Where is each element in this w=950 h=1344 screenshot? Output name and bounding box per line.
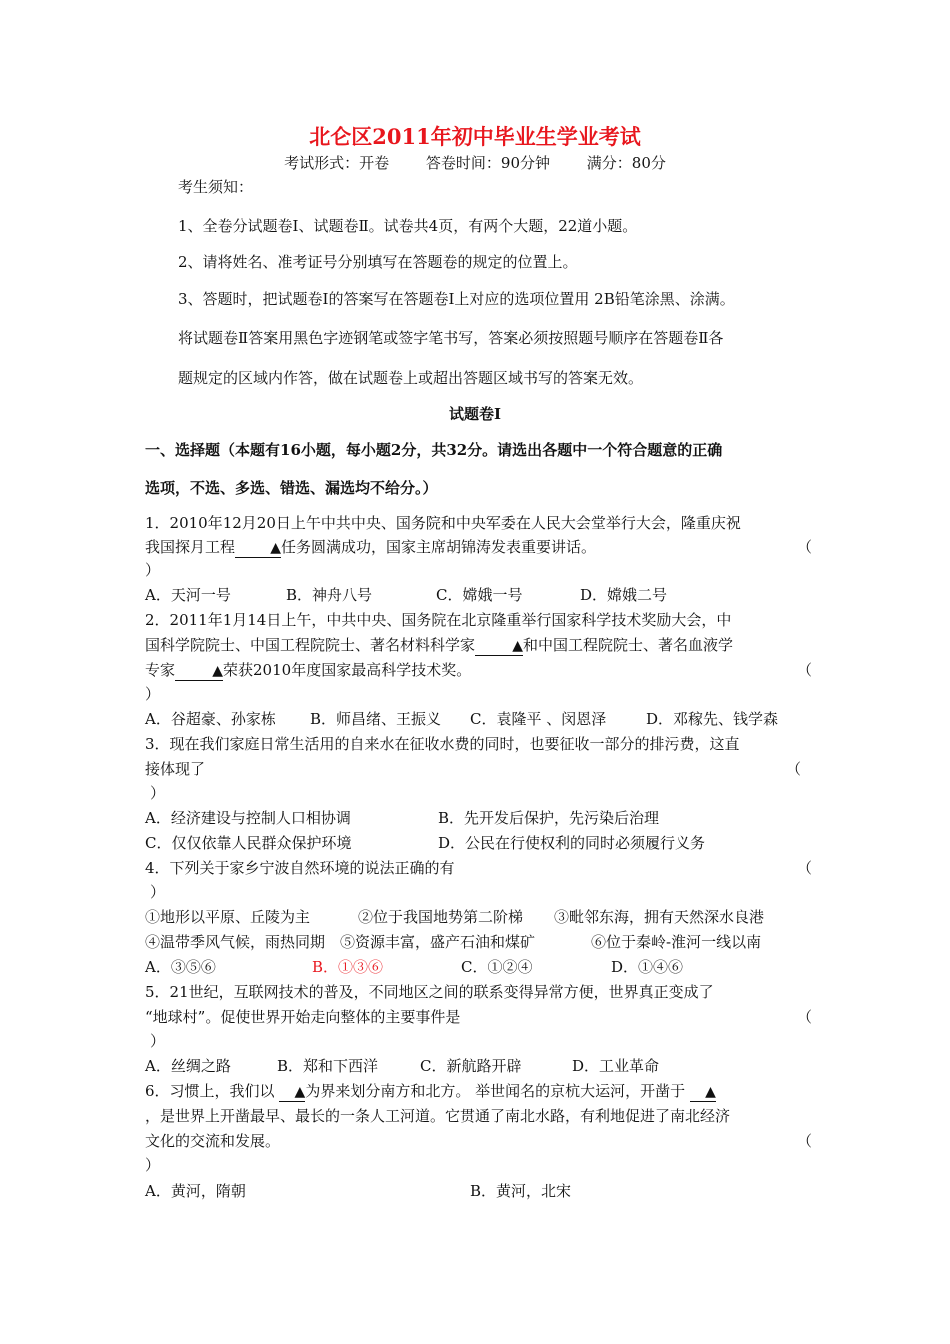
blank-triangle-icon: ▲ bbox=[294, 1084, 306, 1100]
q4-option-b: B．①③⑥ bbox=[312, 958, 384, 976]
q4-statement-3: ③毗邻东海，拥有天然深水良港 bbox=[554, 908, 765, 926]
q1-option-b: B．神舟八号 bbox=[286, 586, 373, 604]
q3-open-paren: （ bbox=[786, 760, 802, 778]
q6-line-2: ，是世界上开凿最早、最长的一条人工河道。它贯通了南北水路，有利地促进了南北经济 bbox=[145, 1107, 731, 1125]
blank-triangle-icon: ▲ bbox=[212, 663, 224, 679]
q2-close-paren: ） bbox=[145, 685, 161, 703]
q2-answer-blank-1 bbox=[475, 637, 523, 656]
q1-option-c: C．嫦娥一号 bbox=[436, 586, 523, 604]
q1-line-1: 1．2010年12月20日上午中共中央、国务院和中央军委在人民大会堂举行大会，隆重庆祝 bbox=[145, 514, 741, 532]
q1-option-a: A．天河一号 bbox=[145, 586, 231, 604]
q5-open-paren: （ bbox=[797, 1008, 813, 1026]
q6-text-a: 6．习惯上，我们以 bbox=[145, 1082, 275, 1100]
q1-text-b: 任务圆满成功，国家主席胡锦涛发表重要讲话。 bbox=[281, 538, 597, 556]
q1-text-a: 我国探月工程 bbox=[145, 538, 236, 556]
q6-close-paren: ） bbox=[145, 1156, 161, 1174]
notice-item-3-line-3: 题规定的区域内作答，做在试题卷上或超出答题区域书写的答案无效。 bbox=[178, 369, 644, 387]
q6-text-b: 为界来划分南方和北方。 举世闻名的京杭大运河，开凿于 bbox=[305, 1082, 686, 1100]
q3-option-a: A．经济建设与控制人口相协调 bbox=[145, 809, 351, 827]
q5-line-2: “地球村”。促使世界开始走向整体的主要事件是 bbox=[145, 1008, 461, 1026]
q1-line-2 bbox=[145, 537, 596, 558]
q2-answer-blank-2 bbox=[175, 662, 223, 681]
q2-line-3 bbox=[145, 660, 471, 681]
blank-triangle-icon: ▲ bbox=[705, 1084, 716, 1100]
q4-option-d: D．①④⑥ bbox=[611, 958, 684, 976]
q6-answer-blank-1 bbox=[279, 1083, 305, 1102]
q5-close-paren: ） bbox=[150, 1032, 166, 1050]
q4-option-c: C．①②④ bbox=[461, 958, 533, 976]
blank-triangle-icon: ▲ bbox=[512, 638, 524, 654]
q2-option-a: A．谷超豪、孙家栋 bbox=[145, 710, 276, 728]
q4-statement-4: ④温带季风气候，雨热同期 bbox=[145, 933, 326, 951]
q3-line-1: 3．现在我们家庭日常生活用的自来水在征收水费的同时，也要征收一部分的排污费，这直 bbox=[145, 735, 740, 753]
notice-heading: 考生须知： bbox=[178, 178, 254, 196]
q5-option-a: A．丝绸之路 bbox=[145, 1057, 231, 1075]
section-instruction-line-1: 一、选择题（本题有16小题，每小题2分，共32分。请选出各题中一个符合题意的正确 bbox=[145, 441, 723, 459]
q4-statement-6: ⑥位于秦岭-淮河一线以南 bbox=[591, 933, 762, 951]
q3-option-b: B．先开发后保护，先污染后治理 bbox=[438, 809, 660, 827]
exam-title: 北仑区2011年初中毕业生学业考试 bbox=[309, 124, 641, 149]
q2-line-2 bbox=[145, 635, 733, 656]
notice-item-1: 1、全卷分试题卷Ⅰ、试题卷Ⅱ。试卷共4页，有两个大题，22道小题。 bbox=[178, 217, 638, 235]
notice-item-3-line-2: 将试题卷Ⅱ答案用黑色字迹钢笔或签字笔书写，答案必须按照题号顺序在答题卷Ⅱ各 bbox=[178, 329, 724, 347]
q6-line-1 bbox=[145, 1081, 716, 1102]
q5-line-1: 5．21世纪，互联网技术的普及，不同地区之间的联系变得异常方便，世界真正变成了 bbox=[145, 983, 714, 1001]
exam-score: 满分：80分 bbox=[586, 154, 666, 172]
q2-open-paren: （ bbox=[797, 661, 813, 679]
q6-option-a: A．黄河，隋朝 bbox=[145, 1182, 246, 1200]
exam-time: 答卷时间：90分钟 bbox=[425, 154, 550, 172]
q4-statement-1: ①地形以平原、丘陵为主 bbox=[145, 908, 311, 926]
q1-open-paren: （ bbox=[797, 538, 813, 556]
q4-statement-5: ⑤资源丰富，盛产石油和煤矿 bbox=[340, 933, 536, 951]
exam-form: 考试形式：开卷 bbox=[284, 154, 390, 172]
notice-item-3-line-1: 3、答题时，把试题卷Ⅰ的答案写在答题卷Ⅰ上对应的选项位置用 2B铅笔涂黑、涂满。 bbox=[178, 290, 735, 308]
q2-text-d: 荣获2010年度国家最高科学技术奖。 bbox=[223, 661, 472, 679]
notice-item-2: 2、请将姓名、准考证号分别填写在答题卷的规定的位置上。 bbox=[178, 253, 578, 271]
q1-answer-blank bbox=[235, 539, 281, 558]
q2-option-b: B．师昌绪、王振义 bbox=[310, 710, 442, 728]
section-instruction-line-2: 选项，不选、多选、错选、漏选均不给分。） bbox=[145, 479, 438, 497]
q2-text-b: 和中国工程院院士、著名血液学 bbox=[523, 636, 734, 654]
q3-option-c: C．仅仅依靠人民群众保护环境 bbox=[145, 834, 352, 852]
q6-line-3: 文化的交流和发展。 bbox=[145, 1132, 281, 1150]
q5-option-d: D．工业革命 bbox=[572, 1057, 660, 1075]
q6-open-paren: （ bbox=[797, 1132, 813, 1150]
q2-option-d: D．邓稼先、钱学森 bbox=[646, 710, 779, 728]
q3-option-d: D．公民在行使权利的同时必须履行义务 bbox=[438, 834, 706, 852]
q2-option-c: C．袁隆平 、闵恩泽 bbox=[470, 710, 607, 728]
q2-line-1: 2．2011年1月14日上午，中共中央、国务院在北京隆重举行国家科学技术奖励大会，中 bbox=[145, 611, 732, 629]
q2-text-c: 专家 bbox=[145, 661, 176, 679]
q4-open-paren: （ bbox=[797, 859, 813, 877]
q3-line-2: 接体现了 bbox=[145, 760, 206, 778]
q4-close-paren: ） bbox=[150, 883, 166, 901]
q2-text-a: 国科学院院士、中国工程院院士、著名材料科学家 bbox=[145, 636, 476, 654]
q4-option-a: A．③⑤⑥ bbox=[145, 958, 216, 976]
q5-option-c: C．新航路开辟 bbox=[420, 1057, 522, 1075]
exam-info bbox=[0, 153, 950, 173]
q1-option-d: D．嫦娥二号 bbox=[580, 586, 668, 604]
q4-statement-2: ②位于我国地势第二阶梯 bbox=[358, 908, 524, 926]
q3-close-paren: ） bbox=[150, 784, 166, 802]
q5-option-b: B．郑和下西洋 bbox=[277, 1057, 379, 1075]
q6-answer-blank-2 bbox=[690, 1083, 716, 1102]
section-title: 试题卷Ⅰ bbox=[448, 405, 502, 423]
q1-close-paren: ） bbox=[145, 561, 161, 579]
blank-triangle-icon: ▲ bbox=[270, 540, 282, 556]
q4-line-1: 4．下列关于家乡宁波自然环境的说法正确的有 bbox=[145, 859, 455, 877]
q6-option-b: B．黄河，北宋 bbox=[470, 1182, 572, 1200]
